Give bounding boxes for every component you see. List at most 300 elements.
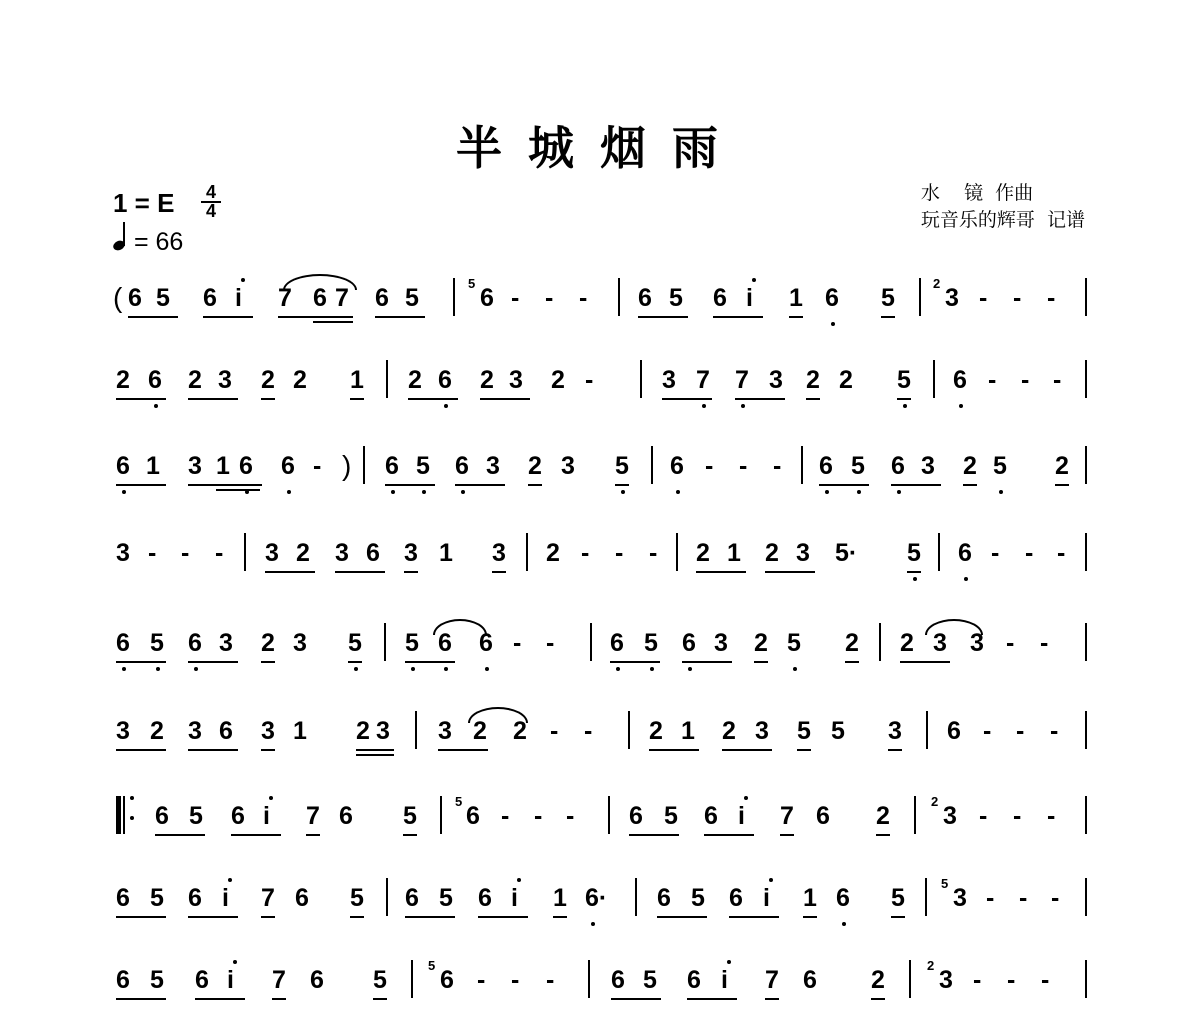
note-symbol: 2 — [408, 366, 422, 394]
octave-dot-below — [461, 490, 465, 494]
underline-beam — [231, 834, 281, 836]
note-symbol: i — [738, 802, 745, 830]
note-symbol: - — [979, 284, 988, 312]
bar-line — [1085, 878, 1087, 916]
octave-dot-below — [411, 667, 415, 671]
note-symbol: 3 — [486, 452, 500, 480]
bar-line — [651, 446, 653, 484]
note-symbol: 6 — [295, 884, 309, 912]
octave-dot-below — [964, 577, 968, 581]
bar-line — [244, 533, 246, 571]
note-symbol: 5· — [835, 539, 858, 567]
note-symbol: 3 — [939, 966, 953, 994]
underline-beam — [754, 661, 768, 663]
octave-dot-below — [831, 322, 835, 326]
underline-beam — [261, 661, 275, 663]
bar-line — [608, 796, 610, 834]
grace-note: 2 — [927, 958, 935, 973]
octave-dot-below — [122, 490, 126, 494]
staff-row — [113, 705, 1088, 761]
grace-note: 2 — [931, 794, 939, 809]
note-symbol: 1 — [553, 884, 567, 912]
repeat-bar — [116, 796, 121, 834]
note-symbol: 6 — [116, 884, 130, 912]
note-symbol: 2 — [806, 366, 820, 394]
composer-credit: 水 镜 作曲 — [920, 182, 1034, 204]
note-symbol: 5 — [405, 284, 419, 312]
note-symbol: - — [534, 802, 543, 830]
note-symbol: i — [222, 884, 229, 912]
credits — [921, 180, 1085, 234]
note-symbol: - — [579, 284, 588, 312]
note-symbol: 3 — [943, 802, 957, 830]
note-symbol: - — [991, 539, 1000, 567]
note-symbol: 6 — [128, 284, 142, 312]
note-symbol: - — [215, 539, 224, 567]
underline-beam — [696, 571, 746, 573]
note-symbol: 2 — [150, 717, 164, 745]
staff-row — [113, 872, 1088, 928]
note-symbol: 6 — [825, 284, 839, 312]
bar-line — [1085, 711, 1087, 749]
bar-line — [588, 960, 590, 998]
underline-beam — [375, 316, 425, 318]
note-symbol: 2 — [356, 717, 370, 745]
note-symbol: 3 — [921, 452, 935, 480]
note-symbol: 6 — [455, 452, 469, 480]
underline-beam — [888, 749, 902, 751]
underline-beam — [963, 484, 977, 486]
staff-row — [113, 527, 1088, 583]
underline-beam — [455, 484, 505, 486]
note-symbol: - — [501, 802, 510, 830]
note-symbol: 7 — [261, 884, 275, 912]
score-title: 半城烟雨 — [456, 121, 744, 175]
underline-beam — [116, 661, 166, 663]
note-symbol: 3 — [796, 539, 810, 567]
octave-dot-below — [897, 490, 901, 494]
underline-beam — [405, 661, 455, 663]
note-symbol: 3 — [945, 284, 959, 312]
bar-line — [590, 623, 592, 661]
note-symbol: i — [746, 284, 753, 312]
underline-beam — [789, 316, 803, 318]
underline-beam — [261, 749, 275, 751]
octave-dot-below — [287, 490, 291, 494]
note-symbol: 1 — [439, 539, 453, 567]
note-symbol: 6 — [478, 884, 492, 912]
octave-dot-above — [269, 796, 273, 800]
underline-beam — [1055, 484, 1069, 486]
octave-dot-below — [485, 667, 489, 671]
note-symbol: - — [313, 452, 322, 480]
note-symbol: - — [148, 539, 157, 567]
note-symbol: 2 — [551, 366, 565, 394]
note-symbol: 7 — [780, 802, 794, 830]
time-signature-top: 4 — [201, 184, 221, 203]
bar-line — [919, 278, 921, 316]
note-symbol: - — [615, 539, 624, 567]
note-symbol: 6 — [803, 966, 817, 994]
underline-beam — [403, 834, 417, 836]
octave-dot-above — [130, 816, 134, 820]
octave-dot-below — [676, 490, 680, 494]
note-symbol: - — [1019, 884, 1028, 912]
note-symbol: 3 — [116, 717, 130, 745]
note-symbol: 5 — [156, 284, 170, 312]
octave-dot-below — [154, 404, 158, 408]
parenthesis: ) — [342, 450, 352, 481]
note-symbol: 3 — [293, 629, 307, 657]
note-symbol: 5 — [907, 539, 921, 567]
underline-beam — [803, 916, 817, 918]
note-symbol: 7 — [696, 366, 710, 394]
note-symbol: 3 — [662, 366, 676, 394]
note-symbol: 1 — [146, 452, 160, 480]
note-symbol: 6 — [947, 717, 961, 745]
note-symbol: 5 — [881, 284, 895, 312]
underline-beam — [900, 661, 950, 663]
octave-dot-below — [156, 667, 160, 671]
underline-beam — [128, 316, 178, 318]
note-symbol: 5 — [373, 966, 387, 994]
note-symbol: - — [986, 884, 995, 912]
underline-beam — [638, 316, 688, 318]
note-symbol: - — [773, 452, 782, 480]
underline-beam — [373, 998, 387, 1000]
grace-note: 5 — [455, 794, 463, 809]
underline-beam — [438, 749, 488, 751]
note-symbol: 2 — [473, 717, 487, 745]
note-symbol: 3 — [769, 366, 783, 394]
note-symbol: - — [1053, 366, 1062, 394]
octave-dot-below — [857, 490, 861, 494]
underline-beam — [713, 316, 763, 318]
underline-beam — [687, 998, 737, 1000]
underline-beam — [907, 571, 921, 573]
note-symbol: 2 — [116, 366, 130, 394]
note-symbol: 3 — [755, 717, 769, 745]
time-signature — [201, 184, 221, 220]
note-symbol: 3 — [261, 717, 275, 745]
bar-line — [925, 878, 927, 916]
underline-beam — [116, 484, 166, 486]
underline-beam — [780, 834, 794, 836]
underline-beam — [278, 316, 353, 318]
note-symbol: 6 — [682, 629, 696, 657]
underline-beam — [335, 571, 385, 573]
underline-beam — [610, 661, 660, 663]
octave-dot-above — [727, 960, 731, 964]
note-symbol: 5 — [403, 802, 417, 830]
underline-beam — [682, 661, 732, 663]
note-symbol: 6 — [339, 802, 353, 830]
bar-line — [879, 623, 881, 661]
note-symbol: - — [584, 717, 593, 745]
underline-beam — [188, 916, 238, 918]
note-symbol: 3 — [970, 629, 984, 657]
note-symbol: 6 — [116, 966, 130, 994]
underline-beam — [553, 916, 567, 918]
note-symbol: 1 — [727, 539, 741, 567]
note-symbol: - — [511, 966, 520, 994]
note-symbol: 6 — [891, 452, 905, 480]
underline-beam — [611, 998, 661, 1000]
note-symbol: 6 — [704, 802, 718, 830]
underline-beam — [350, 916, 364, 918]
underline-beam — [306, 834, 320, 836]
note-symbol: 6 — [310, 966, 324, 994]
note-symbol: 6 — [466, 802, 480, 830]
note-symbol: - — [1041, 966, 1050, 994]
note-symbol: 5 — [150, 629, 164, 657]
underline-beam — [871, 998, 885, 1000]
note-symbol: 3 — [953, 884, 967, 912]
octave-dot-below — [122, 667, 126, 671]
note-symbol: 6 — [438, 366, 452, 394]
note-symbol: 5 — [691, 884, 705, 912]
note-symbol: 5 — [897, 366, 911, 394]
note-symbol: - — [649, 539, 658, 567]
underline-beam — [735, 398, 785, 400]
bar-line — [384, 623, 386, 661]
note-symbol: 2 — [696, 539, 710, 567]
note-symbol: - — [1051, 884, 1060, 912]
underline-beam — [704, 834, 754, 836]
octave-dot-above — [752, 278, 756, 282]
note-symbol: - — [513, 629, 522, 657]
note-symbol: i — [227, 966, 234, 994]
underline-beam — [116, 398, 166, 400]
underline-beam — [819, 484, 869, 486]
octave-dot-below — [999, 490, 1003, 494]
underline-beam — [155, 834, 205, 836]
underline-beam — [348, 661, 362, 663]
note-symbol: - — [511, 284, 520, 312]
octave-dot-above — [233, 960, 237, 964]
note-symbol: 3 — [933, 629, 947, 657]
note-symbol: - — [546, 966, 555, 994]
grace-note: 5 — [941, 876, 949, 891]
staff-row — [113, 272, 1088, 328]
note-symbol: 2 — [839, 366, 853, 394]
note-symbol: 2 — [513, 717, 527, 745]
staff-row — [113, 954, 1088, 1010]
note-symbol: - — [477, 966, 486, 994]
note-symbol: 6· — [585, 884, 608, 912]
note-symbol: 7 — [272, 966, 286, 994]
bar-line — [526, 533, 528, 571]
note-symbol: 6 — [405, 884, 419, 912]
parenthesis: ( — [113, 282, 123, 313]
underline-beam — [188, 661, 238, 663]
note-symbol: 2 — [765, 539, 779, 567]
underline-beam — [116, 998, 166, 1000]
note-symbol: 7 — [306, 802, 320, 830]
note-symbol: 2 — [963, 452, 977, 480]
note-symbol: 6 — [629, 802, 643, 830]
note-symbol: 1 — [216, 452, 230, 480]
note-symbol: 6 — [611, 966, 625, 994]
note-symbol: 6 — [687, 966, 701, 994]
grace-note: 2 — [933, 276, 941, 291]
note-symbol: 6 — [657, 884, 671, 912]
note-symbol: 2 — [528, 452, 542, 480]
note-symbol: 6 — [836, 884, 850, 912]
underline-beam — [897, 398, 911, 400]
note-symbol: 6 — [385, 452, 399, 480]
note-symbol: 2 — [722, 717, 736, 745]
note-symbol: 6 — [816, 802, 830, 830]
note-symbol: 5 — [669, 284, 683, 312]
note-symbol: 6 — [219, 717, 233, 745]
note-symbol: - — [181, 539, 190, 567]
note-symbol: 2 — [1055, 452, 1069, 480]
note-symbol: 1 — [681, 717, 695, 745]
octave-dot-below — [793, 667, 797, 671]
note-symbol: 2 — [261, 366, 275, 394]
bar-line — [386, 360, 388, 398]
note-symbol: 6 — [670, 452, 684, 480]
bar-line — [926, 711, 928, 749]
note-symbol: 2 — [871, 966, 885, 994]
note-symbol: 5 — [993, 452, 1007, 480]
underline-beam — [876, 834, 890, 836]
note-symbol: 7 — [335, 284, 349, 312]
octave-dot-below — [650, 667, 654, 671]
note-symbol: - — [545, 284, 554, 312]
note-symbol: 5 — [150, 884, 164, 912]
note-symbol: 7 — [278, 284, 292, 312]
note-symbol: 5 — [644, 629, 658, 657]
note-symbol: 6 — [638, 284, 652, 312]
octave-dot-above — [769, 878, 773, 882]
octave-dot-above — [130, 796, 134, 800]
note-symbol: - — [1025, 539, 1034, 567]
note-symbol: 6 — [729, 884, 743, 912]
octave-dot-below — [903, 404, 907, 408]
note-symbol: 3 — [492, 539, 506, 567]
double-underline-beam — [216, 489, 260, 491]
note-symbol: i — [763, 884, 770, 912]
bar-line — [1085, 623, 1087, 661]
underline-beam — [615, 484, 629, 486]
octave-dot-above — [228, 878, 232, 882]
octave-dot-below — [444, 667, 448, 671]
underline-beam — [478, 916, 528, 918]
key-label: 1 = E — [113, 188, 175, 218]
note-symbol: 6 — [188, 629, 202, 657]
octave-dot-below — [688, 667, 692, 671]
time-signature-bottom: 4 — [205, 201, 216, 221]
tempo-label: = 66 — [133, 228, 184, 256]
octave-dot-below — [391, 490, 395, 494]
note-symbol: 5 — [416, 452, 430, 480]
underline-beam — [806, 398, 820, 400]
bar-line — [1085, 533, 1087, 571]
note-symbol: 5 — [405, 629, 419, 657]
note-symbol: 3 — [218, 366, 232, 394]
bar-line — [914, 796, 916, 834]
note-symbol: 6 — [953, 366, 967, 394]
bar-line — [1085, 278, 1087, 316]
bar-line — [618, 278, 620, 316]
bar-line — [1085, 960, 1087, 998]
octave-dot-below — [741, 404, 745, 408]
double-underline-beam — [313, 321, 353, 323]
underline-beam — [657, 916, 707, 918]
note-symbol: - — [1047, 284, 1056, 312]
underline-beam — [528, 484, 542, 486]
note-symbol: - — [566, 802, 575, 830]
note-symbol: 1 — [789, 284, 803, 312]
note-symbol: 2 — [296, 539, 310, 567]
note-symbol: - — [1047, 802, 1056, 830]
octave-dot-below — [842, 922, 846, 926]
underline-beam — [891, 484, 941, 486]
note-symbol: 5 — [615, 452, 629, 480]
note-symbol: 2 — [293, 366, 307, 394]
note-symbol: 6 — [313, 284, 327, 312]
note-symbol: 6 — [116, 629, 130, 657]
note-symbol: 3 — [188, 452, 202, 480]
note-symbol: 6 — [958, 539, 972, 567]
underline-beam — [765, 998, 779, 1000]
note-symbol: 3 — [116, 539, 130, 567]
octave-dot-below — [959, 404, 963, 408]
note-symbol: 6 — [375, 284, 389, 312]
note-symbol: 5 — [350, 884, 364, 912]
underline-beam — [891, 916, 905, 918]
note-symbol: 6 — [366, 539, 380, 567]
note-symbol: - — [585, 366, 594, 394]
octave-dot-below — [422, 490, 426, 494]
octave-dot-above — [241, 278, 245, 282]
note-symbol: 1 — [350, 366, 364, 394]
bar-line — [640, 360, 642, 398]
octave-dot-below — [621, 490, 625, 494]
note-symbol: - — [581, 539, 590, 567]
note-symbol: 5 — [831, 717, 845, 745]
note-symbol: 5 — [643, 966, 657, 994]
underline-beam — [629, 834, 679, 836]
note-symbol: - — [546, 629, 555, 657]
underline-beam — [188, 749, 238, 751]
note-symbol: - — [988, 366, 997, 394]
note-symbol: - — [1013, 284, 1022, 312]
note-symbol: - — [739, 452, 748, 480]
note-symbol: 2 — [649, 717, 663, 745]
note-symbol: 6 — [610, 629, 624, 657]
bar-line — [123, 796, 125, 834]
bar-line — [676, 533, 678, 571]
note-symbol: 2 — [845, 629, 859, 657]
note-symbol: 1 — [803, 884, 817, 912]
bar-line — [801, 446, 803, 484]
underline-beam — [649, 749, 699, 751]
grace-note: 5 — [468, 276, 476, 291]
note-symbol: 5 — [150, 966, 164, 994]
staff-row — [113, 354, 1088, 410]
note-symbol: - — [550, 717, 559, 745]
bar-line — [411, 960, 413, 998]
octave-dot-below — [194, 667, 198, 671]
note-symbol: - — [1040, 629, 1049, 657]
note-symbol: 6 — [116, 452, 130, 480]
underline-beam — [408, 398, 458, 400]
octave-dot-below — [444, 404, 448, 408]
note-symbol: - — [705, 452, 714, 480]
